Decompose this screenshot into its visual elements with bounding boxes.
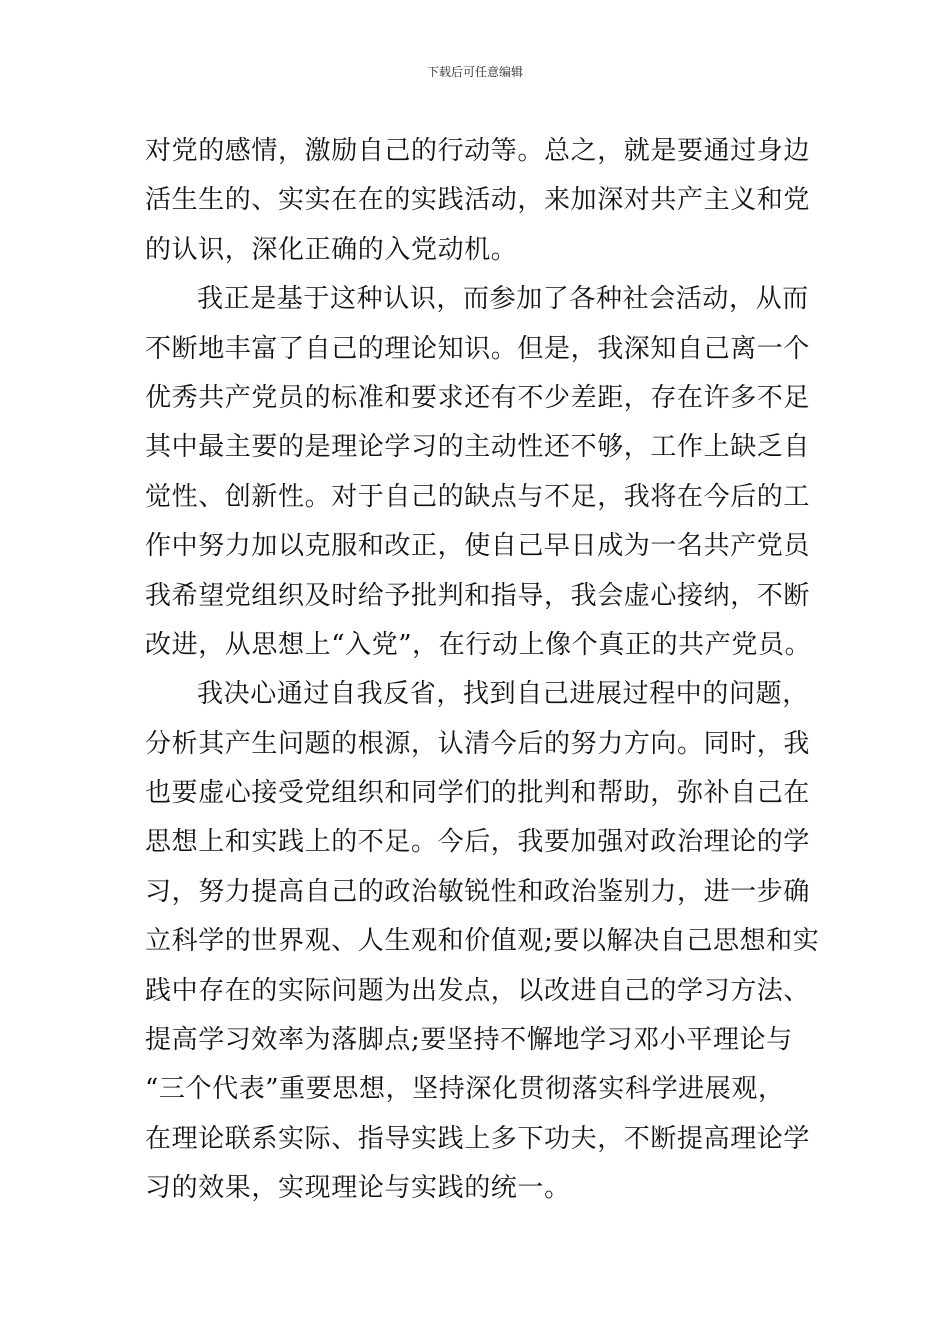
text-line: 觉性、创新性。对于自己的缺点与不足，我将在今后的工 [145, 481, 811, 512]
text-line: 活生生的、实实在在的实践活动，来加深对共产主义和党 [145, 185, 811, 216]
text-line: 我希望党组织及时给予批判和指导，我会虚心接纳，不断 [145, 580, 811, 611]
text-line: 习的效果，实现理论与实践的统一。 [145, 1173, 571, 1204]
page-header: 下载后可任意编辑 [426, 65, 523, 79]
paragraph [145, 275, 810, 670]
text-line: 对党的感情，激励自己的行动等。总之，就是要通过身边 [145, 136, 811, 166]
text-line: 不断地丰富了自己的理论知识。但是，我深知自己离一个 [145, 333, 811, 364]
text-line: 提高学习效率为落脚点;要坚持不懈地学习邓小平理论与 [145, 1025, 793, 1056]
text-line: 立科学的世界观、人生观和价值观;要以解决自己思想和实 [145, 926, 820, 957]
text-line: 我正是基于这种认识，而参加了各种社会活动，从而 [197, 284, 809, 315]
text-line: 改进，从思想上“入党”，在行动上像个真正的共产党员。 [145, 629, 812, 660]
text-line: 习，努力提高自己的政治敏锐性和政治鉴别力，进一步确 [145, 876, 811, 907]
text-line: 践中存在的实际问题为出发点，以改进自己的学习方法、 [145, 975, 811, 1006]
text-line: 的认识，深化正确的入党动机。 [145, 234, 518, 265]
text-line: 在理论联系实际、指导实践上多下功夫，不断提高理论学 [145, 1123, 811, 1154]
text-line: 作中努力加以克服和改正，使自己早日成为一名共产党员 [145, 531, 811, 562]
text-line: “三个代表”重要思想，坚持深化贯彻落实科学进展观， [145, 1074, 785, 1105]
text-line: 我决心通过自我反省，找到自己进展过程中的问题， [197, 679, 809, 710]
text-line: 分析其产生问题的根源，认清今后的努力方向。同时，我 [145, 728, 811, 759]
text-line: 优秀共产党员的标准和要求还有不少差距，存在许多不足 [145, 382, 811, 413]
text-line: 也要虚心接受党组织和同学们的批判和帮助，弥补自己在 [145, 778, 811, 809]
paragraph [145, 670, 820, 1213]
paragraph [145, 127, 810, 275]
text-line: 其中最主要的是理论学习的主动性还不够，工作上缺乏自 [145, 432, 811, 463]
text-line: 思想上和实践上的不足。今后，我要加强对政治理论的学 [145, 827, 811, 858]
document-body [145, 127, 820, 1214]
